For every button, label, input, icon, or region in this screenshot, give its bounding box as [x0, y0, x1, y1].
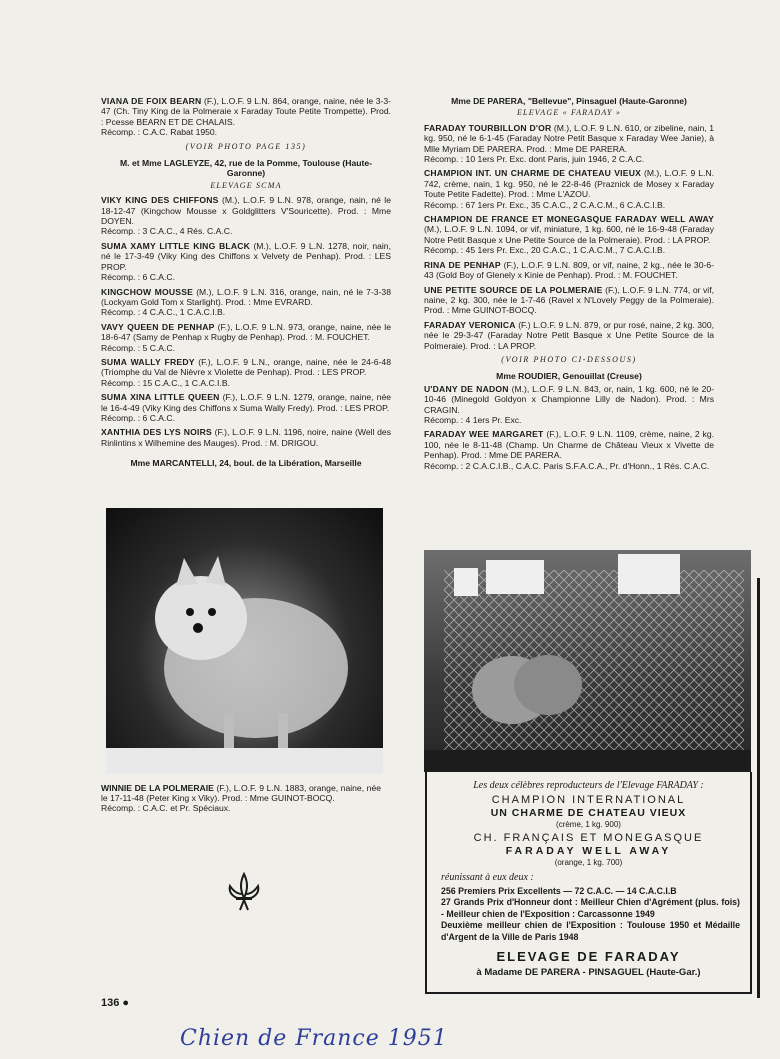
dog-details: (F.), L.O.F. 9 L.N. 1109, crème, naine, 2 kg. 100, née le 8-11-48 (Champ. Un Charme de Château Vieux x Vivette de Penhap). Prod. : Mme DE PARERA. — [424, 429, 715, 461]
dog-details: (M.), L.O.F. 9 L.N. 316, orange, nain, né le 7-3-38 (Lockyam Gold Tom x Starlight). Prod. : Mme EVRARD. — [101, 286, 391, 307]
ad-stats — [441, 886, 740, 943]
dog-name: FARADAY TOURBILLON D'OR — [424, 122, 552, 133]
dog-entry — [424, 214, 714, 256]
dog-entry — [424, 320, 714, 351]
dog-awards: Récomp. : 15 C.A.C., 1 C.A.C.I.B. — [101, 377, 230, 388]
ad-champion-detail: (orange, 1 kg. 700) — [554, 858, 623, 867]
dog-entry — [424, 168, 714, 210]
dog-awards: Récomp. : 6 C.A.C. — [101, 272, 176, 283]
dog-entry — [101, 322, 391, 353]
owner-heading: Mme ROUDIER, Genouillat (Creuse) — [496, 371, 642, 382]
ad-intro: Les deux célèbres reproducteurs de l'Elevage FARADAY : — [473, 780, 704, 791]
dog-name: RINA DE PENHAP — [424, 259, 501, 270]
ad-champion-name: FARADAY WELL AWAY — [505, 845, 672, 857]
ad-address: à Madame DE PARERA - PINSAGUEL (Haute-Gar.) — [476, 967, 701, 979]
dog-entry — [101, 427, 391, 448]
dog-details: (F.), L.O.F. 9 L.N. 864, orange, naine, née le 3-3-47 (Ch. Tiny King de la Polmeraie x Faraday Toute Petite Trompette). Prod. : Pcesse BEARN ET DE CHALAIS. — [101, 96, 392, 127]
bullet-icon: ● — [122, 997, 130, 1009]
dog-awards: Récomp. : 6 C.A.C. — [101, 412, 176, 423]
kennel-name: ELEVAGE « FARADAY » — [516, 108, 622, 118]
dog-awards: Récomp. : 4 1ers Pr. Exc. — [424, 414, 522, 425]
left-column — [101, 96, 391, 471]
dog-entry — [424, 384, 714, 426]
dog-details: (M.), L.O.F. 9 L.N. 843, or, nain, 1 kg. 600, né le 20-10-46 (Minegold Goldyon x Championne Lilly de Nadon). Prod. : Mrs CRAGIN. — [424, 383, 715, 415]
dog-illustration — [106, 508, 383, 774]
photo-reference: (VOIR PHOTO PAGE 135) — [185, 141, 307, 151]
dog-entry-list — [424, 384, 714, 471]
ad-champion-name: UN CHARME DE CHATEAU VIEUX — [490, 807, 687, 819]
dog-name: VIANA DE FOIX BEARN — [101, 96, 202, 106]
dog-entry — [101, 357, 391, 388]
dog-details: (F.), L.O.F. 9 L.N. 809, or vif, naine, 2 kg., née le 30-6-43 (Gold Boy of Glenely x Kinie de Penhap). Prod. : M. FOUCHET. — [424, 259, 714, 281]
handwritten-annotation: Chien de France 1951 — [180, 1026, 448, 1051]
photo-reference: (VOIR PHOTO CI-DESSOUS) — [501, 354, 637, 364]
ad-champion-detail: (crème, 1 kg. 900) — [556, 820, 621, 829]
ad-stat-line: Deuxième meilleur chien de l'Exposition : Toulouse 1950 et Médaille d'Argent de la Ville de Paris 1948 — [441, 920, 740, 942]
owner-heading: Mme MARCANTELLI, 24, boul. de la Libération, Marseille — [130, 458, 362, 469]
dog-entry — [424, 429, 714, 471]
fleur-de-lis-icon — [222, 870, 266, 914]
dog-details: (F.), L.O.F. 9 L.N., orange, naine, née le 24-6-48 (Triomphe du Val de Nièvre x Violette de Penhap). Prod. : LES PROP. — [101, 356, 391, 378]
dog-entry — [101, 392, 391, 423]
dog-awards: Récomp. : C.A.C. et Pr. Spéciaux. — [101, 803, 231, 814]
dog-awards: Récomp. : 45 1ers Pr. Exc., 20 C.A.C., 1 C.A.C.M., 7 C.A.C.I.B. — [424, 245, 666, 256]
dog-details: (F.), L.O.F. 9 L.N. 1196, noire, naine (Well des Rinlintins x Wilhemine des Mauges). Prod. : M. DRIGOU. — [101, 427, 391, 448]
ad-champion-title: CH. FRANÇAIS ET MONEGASQUE — [473, 832, 704, 844]
page-number-text: 136 — [101, 997, 120, 1009]
dog-name: SUMA WALLY FREDY — [101, 356, 195, 367]
dog-entry — [424, 285, 714, 316]
ad-stat-line: 256 Premiers Prix Excellents — 72 C.A.C. — 14 C.A.C.I.B — [441, 886, 677, 896]
dog-details: (F.), L.O.F. 9 L.N. 973, orange, naine, née le 18-6-47 (Samy de Penhap x Rugby de Penhap). Prod. : M. FOUCHET. — [101, 321, 391, 343]
pomeranian-photo — [106, 508, 383, 774]
dog-awards: Récomp. : 4 C.A.C., 1 C.A.C.I.B. — [101, 307, 226, 318]
dog-details: (M.), L.O.F. 9 L.N. 742, crème, nain, 1 kg. 950, né le 22-8-46 (Praznick de Mosey x Faraday Toute Petite Fadette). Prod. : Mme L'AZOU. — [424, 168, 715, 200]
page-number — [101, 997, 129, 1009]
dog-awards: Récomp. : 5 C.A.C. — [101, 342, 176, 353]
dog-entry — [101, 195, 391, 237]
dog-awards: Récomp. : 3 C.A.C., 4 Rés. C.A.C. — [101, 226, 233, 237]
dog-details: (M.), L.O.F. 9 L.N. 610, or zibeline, nain, 1 kg. 950, né le 6-1-45 (Faraday Notre Petit Basque x Faraday Wee Janie), à Mlle Myriam DE PARERA. Prod. : Mme DE PARERA. — [424, 122, 714, 154]
dog-name: U'DANY DE NADON — [424, 383, 509, 394]
page-edge-rule — [757, 578, 760, 998]
dog-name: SUMA XAMY LITTLE KING BLACK — [101, 240, 251, 251]
dog-entry — [424, 260, 714, 281]
dog-entry-list — [101, 195, 391, 448]
ad-stat-line: 27 Grands Prix d'Honneur dont : Meilleur Chien d'Agrément (plus. fois) - Meilleur chien de l'Exposition : Carcassonne 1949 — [441, 897, 740, 919]
photo-caption — [101, 783, 381, 814]
dog-entry — [101, 96, 391, 138]
right-column — [424, 96, 714, 475]
owner-heading: M. et Mme LAGLEYZE, 42, rue de la Pomme, Toulouse (Haute-Garonne) — [120, 158, 372, 179]
dog-name: CHAMPION DE FRANCE ET MONEGASQUE FARADAY WELL AWAY — [424, 214, 714, 225]
dog-details: (M.), L.O.F. 9 L.N. 1278, noir, nain, né le 17-3-49 (Viky King des Chiffons x Velvety de Penhap). Prod. : LES PROP. — [101, 240, 391, 272]
dog-name: WINNIE DE LA POLMERAIE — [101, 783, 214, 793]
dog-details: (M.), L.O.F. 9 L.N. 1094, or vif, miniature, 1 kg. 600, né le 16-9-48 (Faraday Notre Petit Basque x Une Petite Source de la Polmeraie). Prod. : LA PROP. — [424, 224, 714, 245]
dog-details: (F.), L.O.F. 9 L.N. 774, or vif, naine, 2 kg. 300, née le 1-7-46 (Ravel x N'Lovely Peggy de la Polmeraie). Prod. : Mme GUINOT-BOCQ. — [424, 284, 714, 316]
dog-awards: Récomp. : 10 1ers Pr. Exc. dont Paris, juin 1946, 2 C.A.C. — [424, 154, 645, 165]
cage-illustration — [424, 550, 751, 772]
owner-heading: Mme DE PARERA, "Bellevue", Pinsaguel (Haute-Garonne) — [451, 96, 687, 106]
dog-name: UNE PETITE SOURCE DE LA POLMERAIE — [424, 284, 603, 295]
dog-name: SUMA XINA LITTLE QUEEN — [101, 392, 220, 403]
dog-details: (F.) L.O.F. 9 L.N. 879, or pur rosé, naine, 2 kg. 300, née le 29-3-47 (Faraday Notre Petit Basque x Une Petite Source de la Polmeraie). Prod. : LA PROP. — [424, 319, 714, 351]
dog-name: VAVY QUEEN DE PENHAP — [101, 321, 215, 332]
kennel-cage-photo — [424, 550, 751, 772]
dog-name: CHAMPION INT. UN CHARME DE CHATEAU VIEUX — [424, 168, 642, 179]
dog-awards: Récomp. : 2 C.A.C.I.B., C.A.C. Paris S.F.A.C.A., Pr. d'Honn., 1 Rés. C.A.C. — [424, 460, 710, 471]
dog-details: (M.), L.O.F. 9 L.N. 978, orange, nain, né le 18-12-47 (Kingchow Mousse x Goldglitters V'Souricette). Prod. : Mme DOYEN. — [101, 195, 391, 227]
dog-name: FARADAY WEE MARGARET — [424, 429, 544, 440]
kennel-name: ELEVAGE SCMA — [210, 180, 282, 190]
dog-name: VIKY KING DES CHIFFONS — [101, 195, 219, 206]
ad-kennel-name: ELEVAGE DE FARADAY — [496, 949, 681, 965]
ad-subheading: réunissant à eux deux : — [441, 872, 534, 883]
dog-details: (F.), L.O.F. 9 L.N. 1883, orange, naine, née le 17-11-48 (Peter King x Viky). Prod. : Mme GUINOT-BOCQ. — [101, 783, 381, 804]
faraday-advertisement — [425, 772, 752, 994]
dog-entry — [424, 123, 714, 165]
dog-details: (F.), L.O.F. 9 L.N. 1279, orange, naine, née le 16-4-49 (Viky King des Chiffons x Suma Wally Fredy). Prod. : LES PROP. — [101, 392, 391, 413]
dog-name: KINGCHOW MOUSSE — [101, 286, 194, 297]
dog-awards: Récomp. : C.A.C. Rabat 1950. — [101, 127, 218, 138]
ad-champion-title: CHAMPION INTERNATIONAL — [491, 794, 686, 806]
dog-awards: Récomp. : 67 1ers Pr. Exc., 35 C.A.C., 2 C.A.C.M., 6 C.A.C.I.B. — [424, 199, 666, 210]
dog-name: FARADAY VERONICA — [424, 319, 516, 330]
dog-entry — [101, 287, 391, 318]
dog-name: XANTHIA DES LYS NOIRS — [101, 427, 212, 438]
dog-entry — [101, 241, 391, 283]
dog-entry-list — [424, 123, 714, 351]
